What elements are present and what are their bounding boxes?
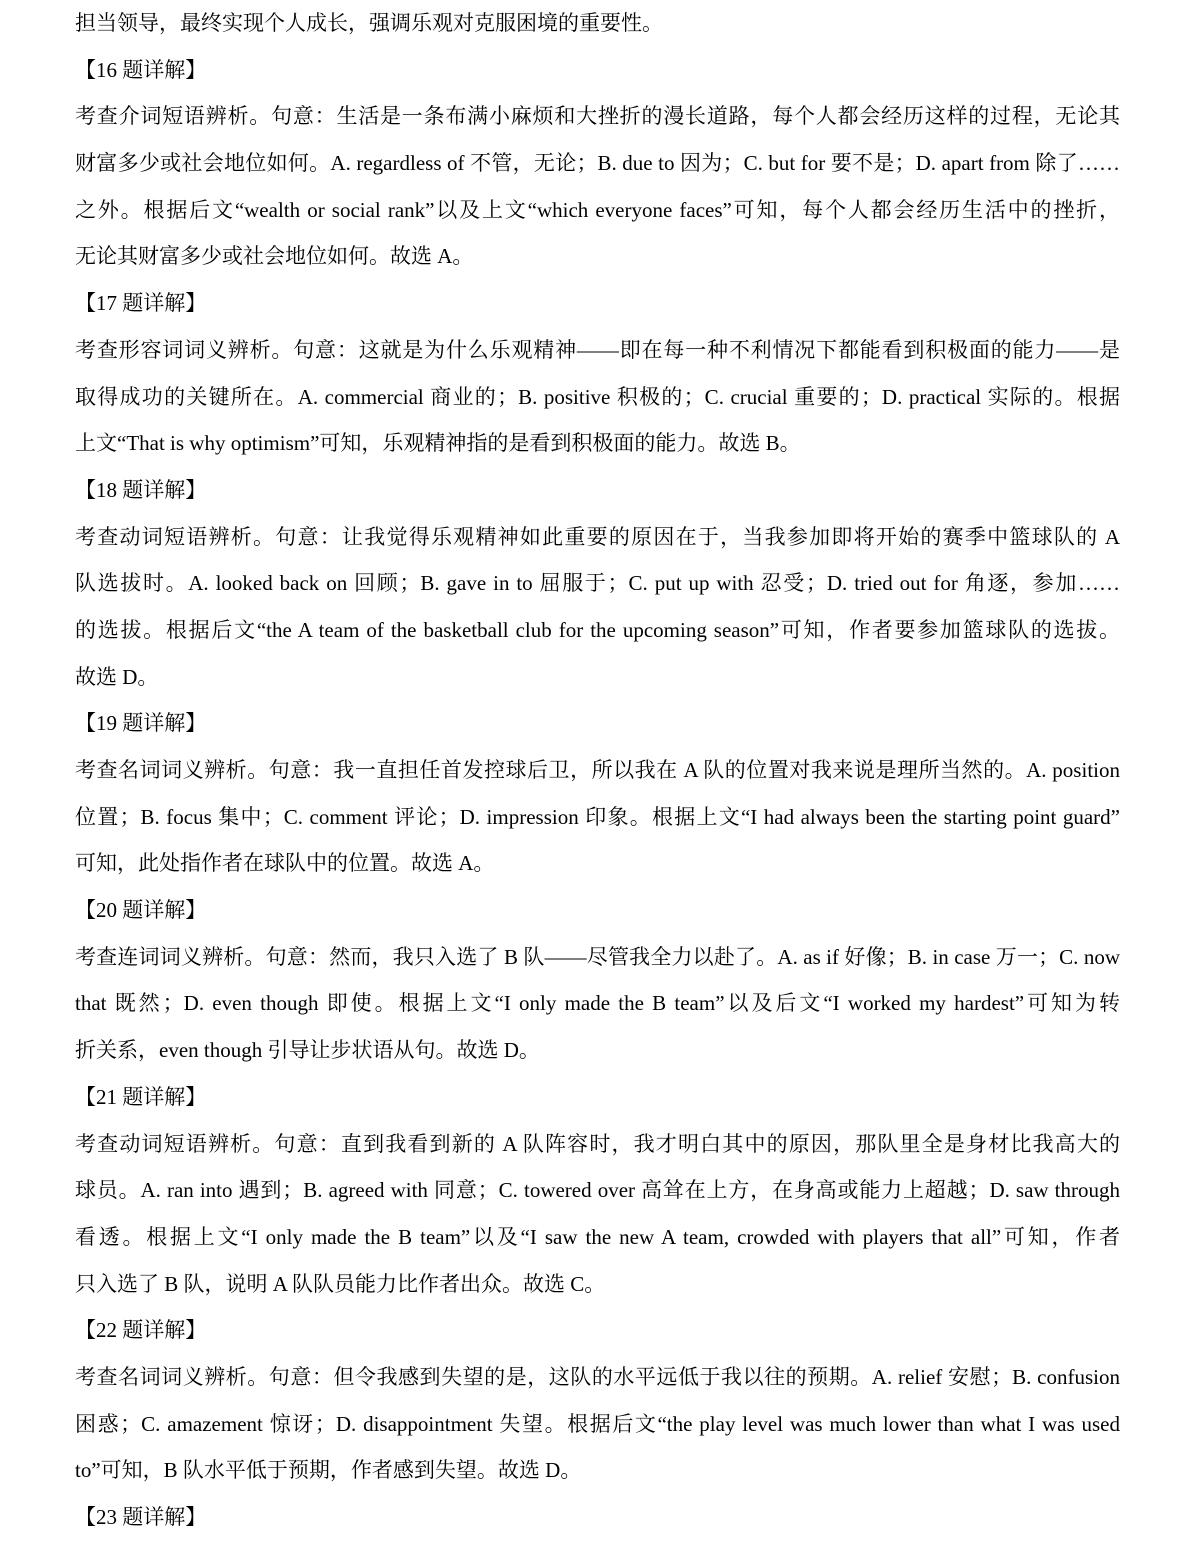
section-heading: 【19 题详解】 (75, 711, 207, 736)
body-text-line: 考查动词短语辨析。句意：直到我看到新的 A 队阵容时，我才明白其中的原因，那队里全是身材比我高大的 (75, 1131, 1120, 1156)
section-heading: 【16 题详解】 (75, 57, 207, 82)
body-text-line: 故选 D。 (75, 664, 159, 689)
body-text-line: that 既然；D. even though 即使。根据上文“I only made the B team”以及后文“I worked my hardest”可知为转 (75, 991, 1120, 1016)
body-text-line: 可知，此处指作者在球队中的位置。故选 A。 (75, 851, 495, 876)
body-text-line: 队选拔时。A. looked back on 回顾；B. gave in to 屈服于；C. put up with 忍受；D. tried out for 角逐，参加…… (75, 571, 1120, 596)
body-text-line: to”可知，B 队水平低于预期，作者感到失望。故选 D。 (75, 1458, 582, 1483)
body-text-line: 只入选了 B 队，说明 A 队队员能力比作者出众。故选 C。 (75, 1271, 606, 1296)
section-heading: 【20 题详解】 (75, 898, 207, 923)
body-text-line: 考查连词词义辨析。句意：然而，我只入选了 B 队——尽管我全力以赴了。A. as if 好像；B. in case 万一；C. now (75, 944, 1120, 969)
body-text-line: 考查介词短语辨析。句意：生活是一条布满小麻烦和大挫折的漫长道路，每个人都会经历这样的过程，无论其 (75, 104, 1120, 129)
section-heading: 【17 题详解】 (75, 291, 207, 316)
body-text-line: 考查动词短语辨析。句意：让我觉得乐观精神如此重要的原因在于，当我参加即将开始的赛季中篮球队的 A (75, 524, 1120, 549)
document-page (75, 0, 1120, 1541)
section-heading: 【22 题详解】 (75, 1318, 207, 1343)
body-text-line: 困惑；C. amazement 惊讶；D. disappointment 失望。根据后文“the play level was much lower than what I was used (75, 1411, 1120, 1436)
body-text-line: 球员。A. ran into 遇到；B. agreed with 同意；C. towered over 高耸在上方，在身高或能力上超越；D. saw through (75, 1178, 1120, 1203)
body-text-line: 财富多少或社会地位如何。A. regardless of 不管，无论；B. due to 因为；C. but for 要不是；D. apart from 除了…… (75, 151, 1120, 176)
section-heading: 【18 题详解】 (75, 477, 207, 502)
body-text-line: 取得成功的关键所在。A. commercial 商业的；B. positive 积极的；C. crucial 重要的；D. practical 实际的。根据 (75, 384, 1120, 409)
body-text-line: 考查名词词义辨析。句意：但令我感到失望的是，这队的水平远低于我以往的预期。A. relief 安慰；B. confusion (75, 1364, 1120, 1389)
body-text-line: 考查名词词义辨析。句意：我一直担任首发控球后卫，所以我在 A 队的位置对我来说是理所当然的。A. position (75, 758, 1120, 782)
section-heading: 【23 题详解】 (75, 1505, 207, 1529)
body-text-line: 位置；B. focus 集中；C. comment 评论；D. impression 印象。根据上文“I had always been the starting point guard” (75, 804, 1120, 829)
body-text-line: 看透。根据上文“I only made the B team”以及“I saw the new A team, crowded with players that all”可知，作者 (75, 1224, 1120, 1249)
body-text-line: 折关系，even though 引导让步状语从句。故选 D。 (75, 1038, 540, 1063)
body-text-line: 无论其财富多少或社会地位如何。故选 A。 (75, 244, 474, 269)
body-text-line: 考查形容词词义辨析。句意：这就是为什么乐观精神——即在每一种不利情况下都能看到积极面的能力——是 (75, 337, 1120, 362)
body-text-line: 的选拔。根据后文“the A team of the basketball club for the upcoming season”可知，作者要参加篮球队的选拔。 (75, 617, 1120, 642)
body-text-line: 上文“That is why optimism”可知，乐观精神指的是看到积极面的能力。故选 B。 (75, 431, 801, 456)
section-heading: 【21 题详解】 (75, 1084, 207, 1109)
body-text-line: 担当领导，最终实现个人成长，强调乐观对克服困境的重要性。 (75, 11, 663, 35)
body-text-line: 之外。根据后文“wealth or social rank”以及上文“which everyone faces”可知，每个人都会经历生活中的挫折， (75, 197, 1120, 222)
